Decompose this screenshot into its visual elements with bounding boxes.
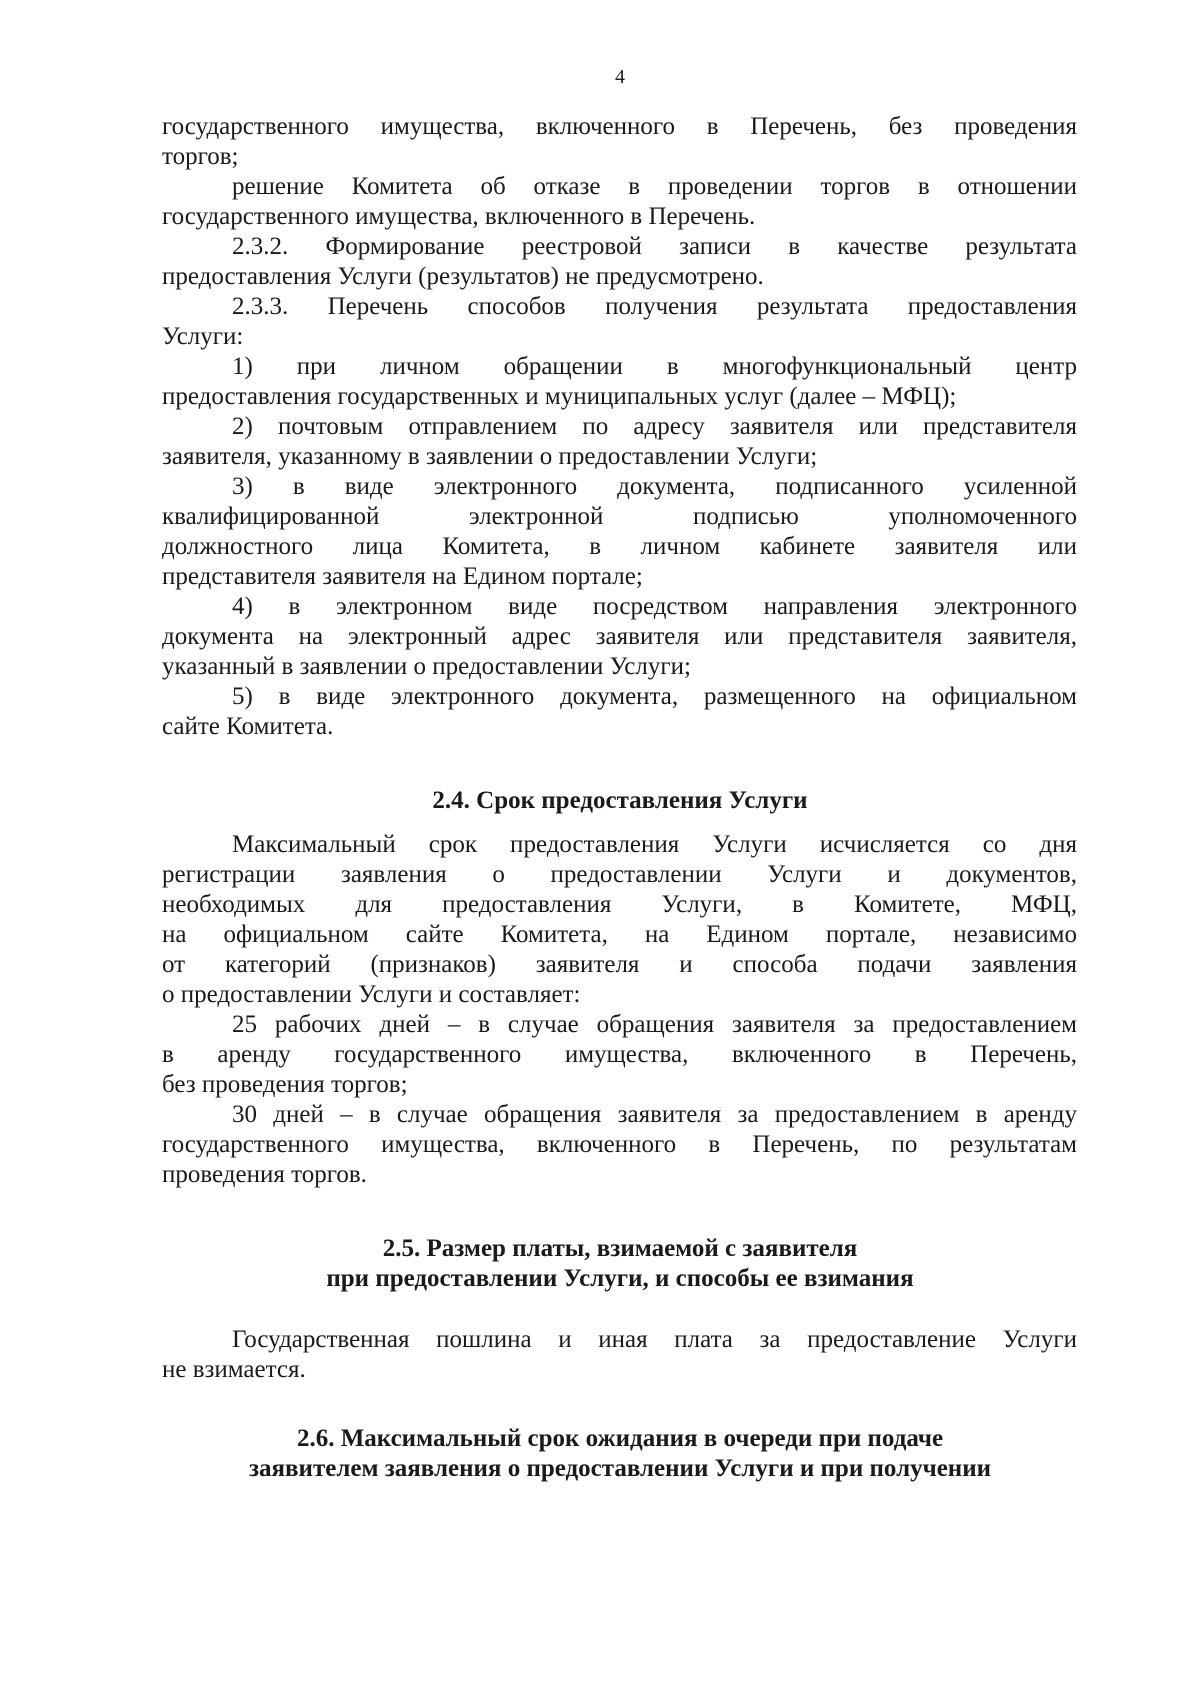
paragraph-line: государственного имущества, включенного в Перечень.	[162, 203, 756, 230]
paragraph-line: не взимается.	[162, 1356, 306, 1383]
section-heading-2-4: 2.4. Срок предоставления Услуги	[432, 787, 808, 814]
paragraph-line: решение Комитета об отказе в проведении торгов в отношении	[232, 173, 1077, 200]
paragraph-line: заявителя, указанному в заявлении о предоставлении Услуги;	[162, 443, 818, 470]
paragraph-line: регистрации заявления о предоставлении Услуги и документов,	[162, 861, 1077, 888]
paragraph-line: без проведения торгов;	[162, 1071, 408, 1098]
paragraph-line: 2.3.3. Перечень способов получения результата предоставления	[232, 293, 1077, 320]
paragraph-line: предоставления Услуги (результатов) не предусмотрено.	[162, 263, 764, 290]
section-heading-2-5-line-1: 2.5. Размер платы, взимаемой с заявителя	[382, 1235, 858, 1262]
paragraph-line: Государственная пошлина и иная плата за предоставление Услуги	[232, 1326, 1077, 1353]
paragraph-line: 5) в виде электронного документа, размещенного на официальном	[232, 683, 1077, 710]
paragraph-line: в аренду государственного имущества, включенного в Перечень,	[162, 1041, 1077, 1068]
paragraph-line: 25 рабочих дней – в случае обращения заявителя за предоставлением	[232, 1011, 1077, 1038]
paragraph-line: государственного имущества, включенного в Перечень, без проведения	[162, 113, 1077, 140]
paragraph-line: 4) в электронном виде посредством направления электронного	[232, 593, 1077, 620]
paragraph-line: необходимых для предоставления Услуги, в Комитете, МФЦ,	[162, 891, 1077, 918]
paragraph-line: 2.3.2. Формирование реестровой записи в качестве результата	[232, 233, 1077, 260]
paragraph-line: на официальном сайте Комитета, на Едином портале, независимо	[162, 921, 1077, 948]
section-heading-2-5-line-2: при предоставлении Услуги, и способы ее взимания	[326, 1265, 914, 1292]
paragraph-line: 3) в виде электронного документа, подписанного усиленной	[232, 473, 1077, 500]
paragraph-line: 1) при личном обращении в многофункциональный центр	[232, 353, 1077, 380]
paragraph-line: торгов;	[162, 143, 239, 170]
paragraph-line: документа на электронный адрес заявителя или представителя заявителя,	[162, 623, 1077, 650]
paragraph-line: государственного имущества, включенного в Перечень, по результатам	[162, 1131, 1077, 1158]
paragraph-line: о предоставлении Услуги и составляет:	[162, 981, 581, 1008]
section-heading-2-6-line-2: заявителем заявления о предоставлении Услуги и при получении	[248, 1455, 992, 1482]
paragraph-line: Максимальный срок предоставления Услуги исчисляется со дня	[232, 831, 1077, 858]
paragraph-line: 30 дней – в случае обращения заявителя за предоставлением в аренду	[232, 1101, 1077, 1128]
paragraph-line: представителя заявителя на Едином портале;	[162, 563, 643, 590]
paragraph-line: Услуги:	[162, 323, 244, 350]
paragraph-line: проведения торгов.	[162, 1161, 367, 1188]
page-number: 4	[615, 66, 625, 88]
paragraph-line: должностного лица Комитета, в личном кабинете заявителя или	[162, 533, 1077, 560]
paragraph-line: предоставления государственных и муниципальных услуг (далее – МФЦ);	[162, 383, 957, 410]
section-heading-2-6-line-1: 2.6. Максимальный срок ожидания в очереди при подаче	[296, 1425, 944, 1452]
paragraph-line: от категорий (признаков) заявителя и способа подачи заявления	[162, 951, 1077, 978]
paragraph-line: указанный в заявлении о предоставлении Услуги;	[162, 653, 691, 680]
paragraph-line: сайте Комитета.	[162, 713, 334, 740]
paragraph-line: квалифицированной электронной подписью уполномоченного	[162, 503, 1077, 530]
paragraph-line: 2) почтовым отправлением по адресу заявителя или представителя	[232, 413, 1077, 440]
